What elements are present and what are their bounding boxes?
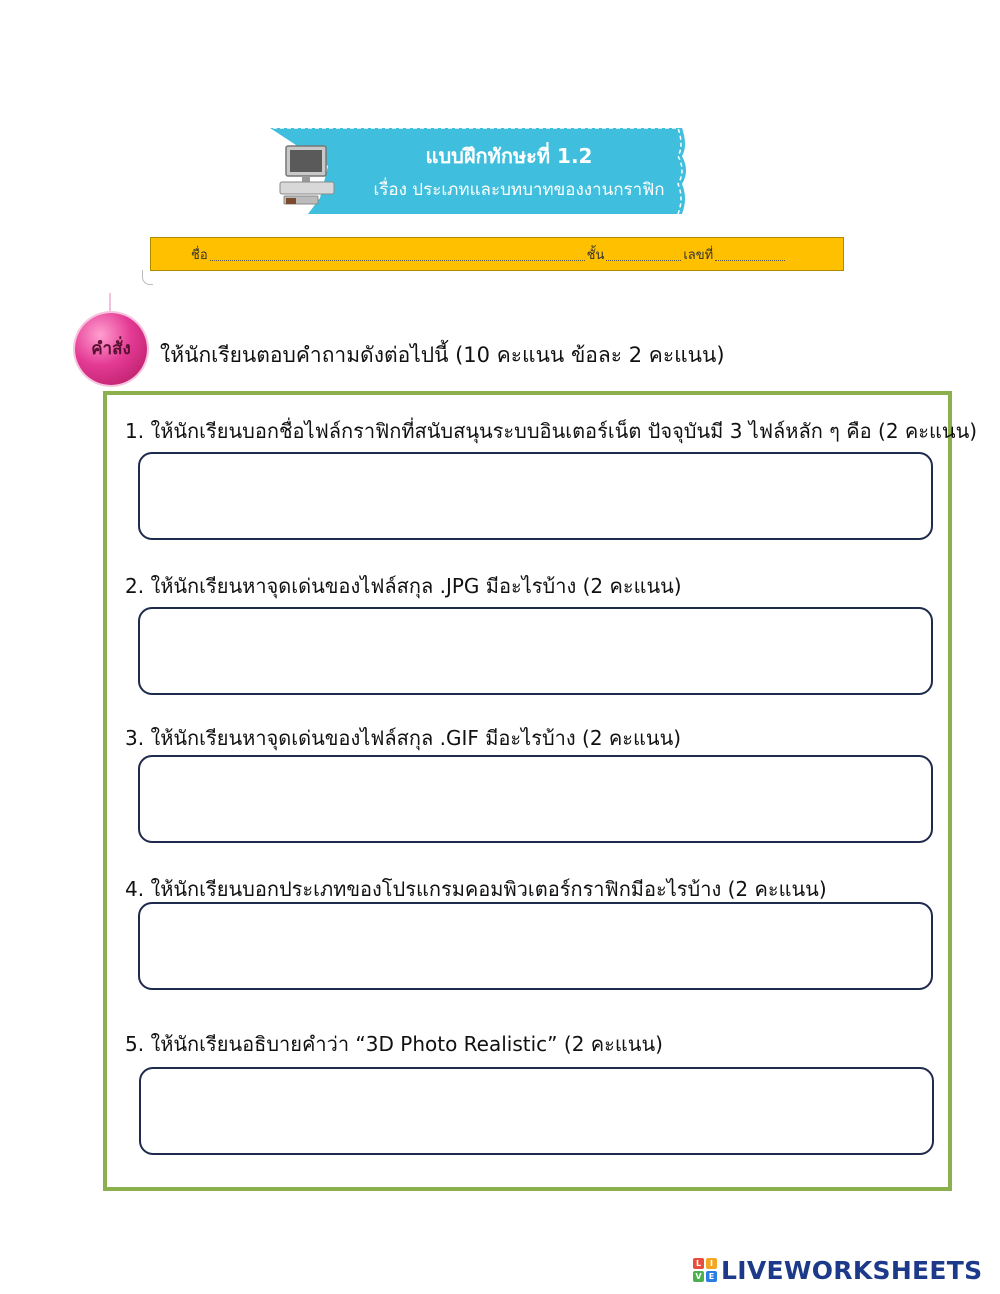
badge-sparkle <box>109 293 111 311</box>
class-label: ชั้น <box>586 247 605 263</box>
question-5: 5. ให้นักเรียนอธิบายคำว่า “3D Photo Realistic” (2 คะแนน) <box>125 1032 663 1056</box>
question-4: 4. ให้นักเรียนบอกประเภทของโปรแกรมคอมพิวเตอร์กราฟิกมีอะไรบ้าง (2 คะแนน) <box>125 877 827 901</box>
question-1: 1. ให้นักเรียนบอกชื่อไฟล์กราฟิกที่สนับสนุนระบบอินเตอร์เน็ต ปัจจุบันมี 3 ไฟล์หลัก ๆ คือ (2 คะแนน) <box>125 419 978 443</box>
liveworksheets-logo <box>693 1255 982 1285</box>
number-field[interactable] <box>715 248 785 261</box>
answer-box-2[interactable] <box>138 607 933 695</box>
instruction-badge <box>75 313 147 385</box>
instruction-badge-label: คำสั่ง <box>91 339 131 359</box>
name-field[interactable] <box>210 248 585 261</box>
computer-icon <box>276 140 340 208</box>
answer-box-5[interactable] <box>139 1067 934 1155</box>
student-info-bar <box>150 237 844 271</box>
answer-box-1[interactable] <box>138 452 933 540</box>
liveworksheets-icon: L I V E <box>693 1258 717 1282</box>
answer-box-3[interactable] <box>138 755 933 843</box>
worksheet-subtitle: เรื่อง ประเภทและบทบาทของงานกราฟิก <box>373 180 665 200</box>
worksheet-title: แบบฝึกทักษะที่ 1.2 <box>425 144 593 168</box>
class-field[interactable] <box>606 248 681 261</box>
answer-box-4[interactable] <box>138 902 933 990</box>
name-label: ชื่อ <box>191 247 208 263</box>
number-label: เลขที่ <box>683 247 714 263</box>
instruction-text: ให้นักเรียนตอบคำถามดังต่อไปนี้ (10 คะแนน ข้อละ 2 คะแนน) <box>160 343 725 367</box>
decor-hook <box>142 270 153 285</box>
question-2: 2. ให้นักเรียนหาจุดเด่นของไฟล์สกุล .JPG มีอะไรบ้าง (2 คะแนน) <box>125 574 682 598</box>
question-3: 3. ให้นักเรียนหาจุดเด่นของไฟล์สกุล .GIF มีอะไรบ้าง (2 คะแนน) <box>125 726 682 750</box>
logo-text: LIVEWORKSHEETS <box>721 1255 983 1285</box>
